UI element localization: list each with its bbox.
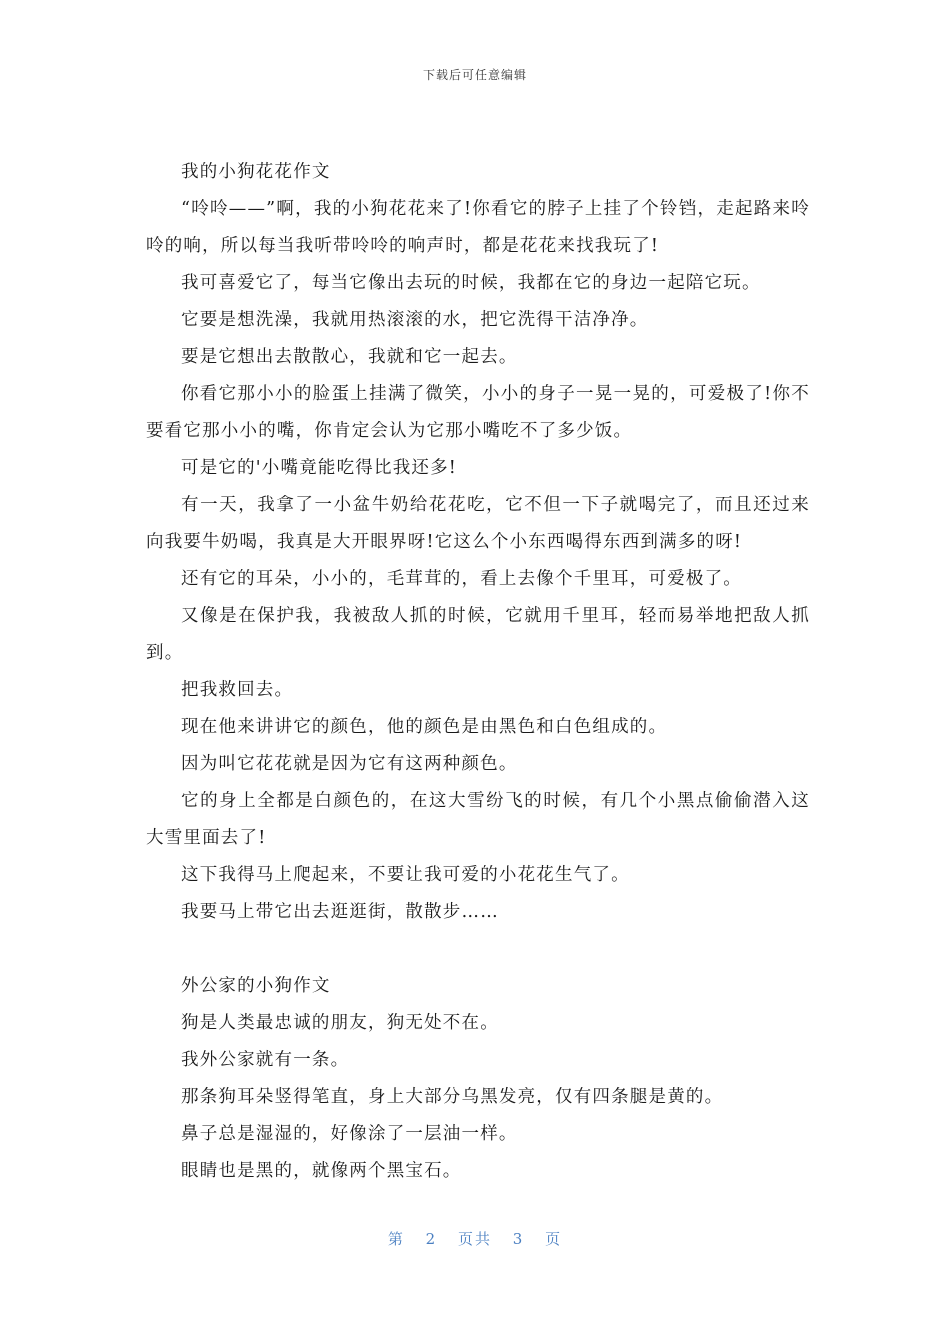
paragraph: 现在他来讲讲它的颜色，他的颜色是由黑色和白色组成的。 [181,717,668,737]
page-header: 下载后可任意编辑 [422,68,527,82]
paragraph: “呤呤——”啊，我的小狗花花来了!你看它的脖子上挂了个铃铛，走起路来呤呤的响，所以每当我听带呤呤的响声时，都是花花来找我玩了! [146,199,810,256]
paragraph: 这下我得马上爬起来，不要让我可爱的小花花生气了。 [181,865,630,885]
paragraph: 狗是人类最忠诚的朋友，狗无处不在。 [181,1013,499,1033]
essay-title: 外公家的小狗作文 [181,976,331,996]
paragraph: 鼻子总是湿湿的，好像涂了一层油一样。 [181,1124,518,1144]
document-body [146,154,810,1190]
page-number-footer: 第 2 页共 3 页 [387,1230,563,1248]
paragraph: 因为叫它花花就是因为它有这两种颜色。 [181,754,518,774]
paragraph: 可是它的'小嘴竟能吃得比我还多! [181,458,458,478]
paragraph: 又像是在保护我，我被敌人抓的时候，它就用千里耳，轻而易举地把敌人抓到。 [146,606,810,663]
paragraph: 它要是想洗澡，我就用热滚滚的水，把它洗得干洁净净。 [181,310,649,330]
paragraph: 我可喜爱它了，每当它像出去玩的时候，我都在它的身边一起陪它玩。 [181,273,761,293]
paragraph: 你看它那小小的脸蛋上挂满了微笑，小小的身子一晃一晃的，可爱极了!你不要看它那小小的嘴，你肯定会认为它那小嘴吃不了多少饭。 [146,384,810,441]
paragraph: 眼睛也是黑的，就像两个黑宝石。 [181,1161,462,1181]
paragraph: 我外公家就有一条。 [181,1050,350,1070]
paragraph: 要是它想出去散散心，我就和它一起去。 [181,347,518,367]
paragraph: 它的身上全都是白颜色的，在这大雪纷飞的时候，有几个小黑点偷偷潜入这大雪里面去了! [146,791,810,848]
paragraph: 我要马上带它出去逛逛街，散散步…… [181,902,499,922]
essay-title: 我的小狗花花作文 [181,162,331,182]
paragraph: 还有它的耳朵，小小的，毛茸茸的，看上去像个千里耳，可爱极了。 [181,569,742,589]
paragraph: 把我救回去。 [181,680,294,700]
paragraph: 那条狗耳朵竖得笔直，身上大部分乌黑发亮，仅有四条腿是黄的。 [181,1087,724,1107]
paragraph: 有一天，我拿了一小盆牛奶给花花吃，它不但一下子就喝完了，而且还过来向我要牛奶喝，我真是大开眼界呀!它这么个小东西喝得东西到满多的呀! [146,495,810,552]
